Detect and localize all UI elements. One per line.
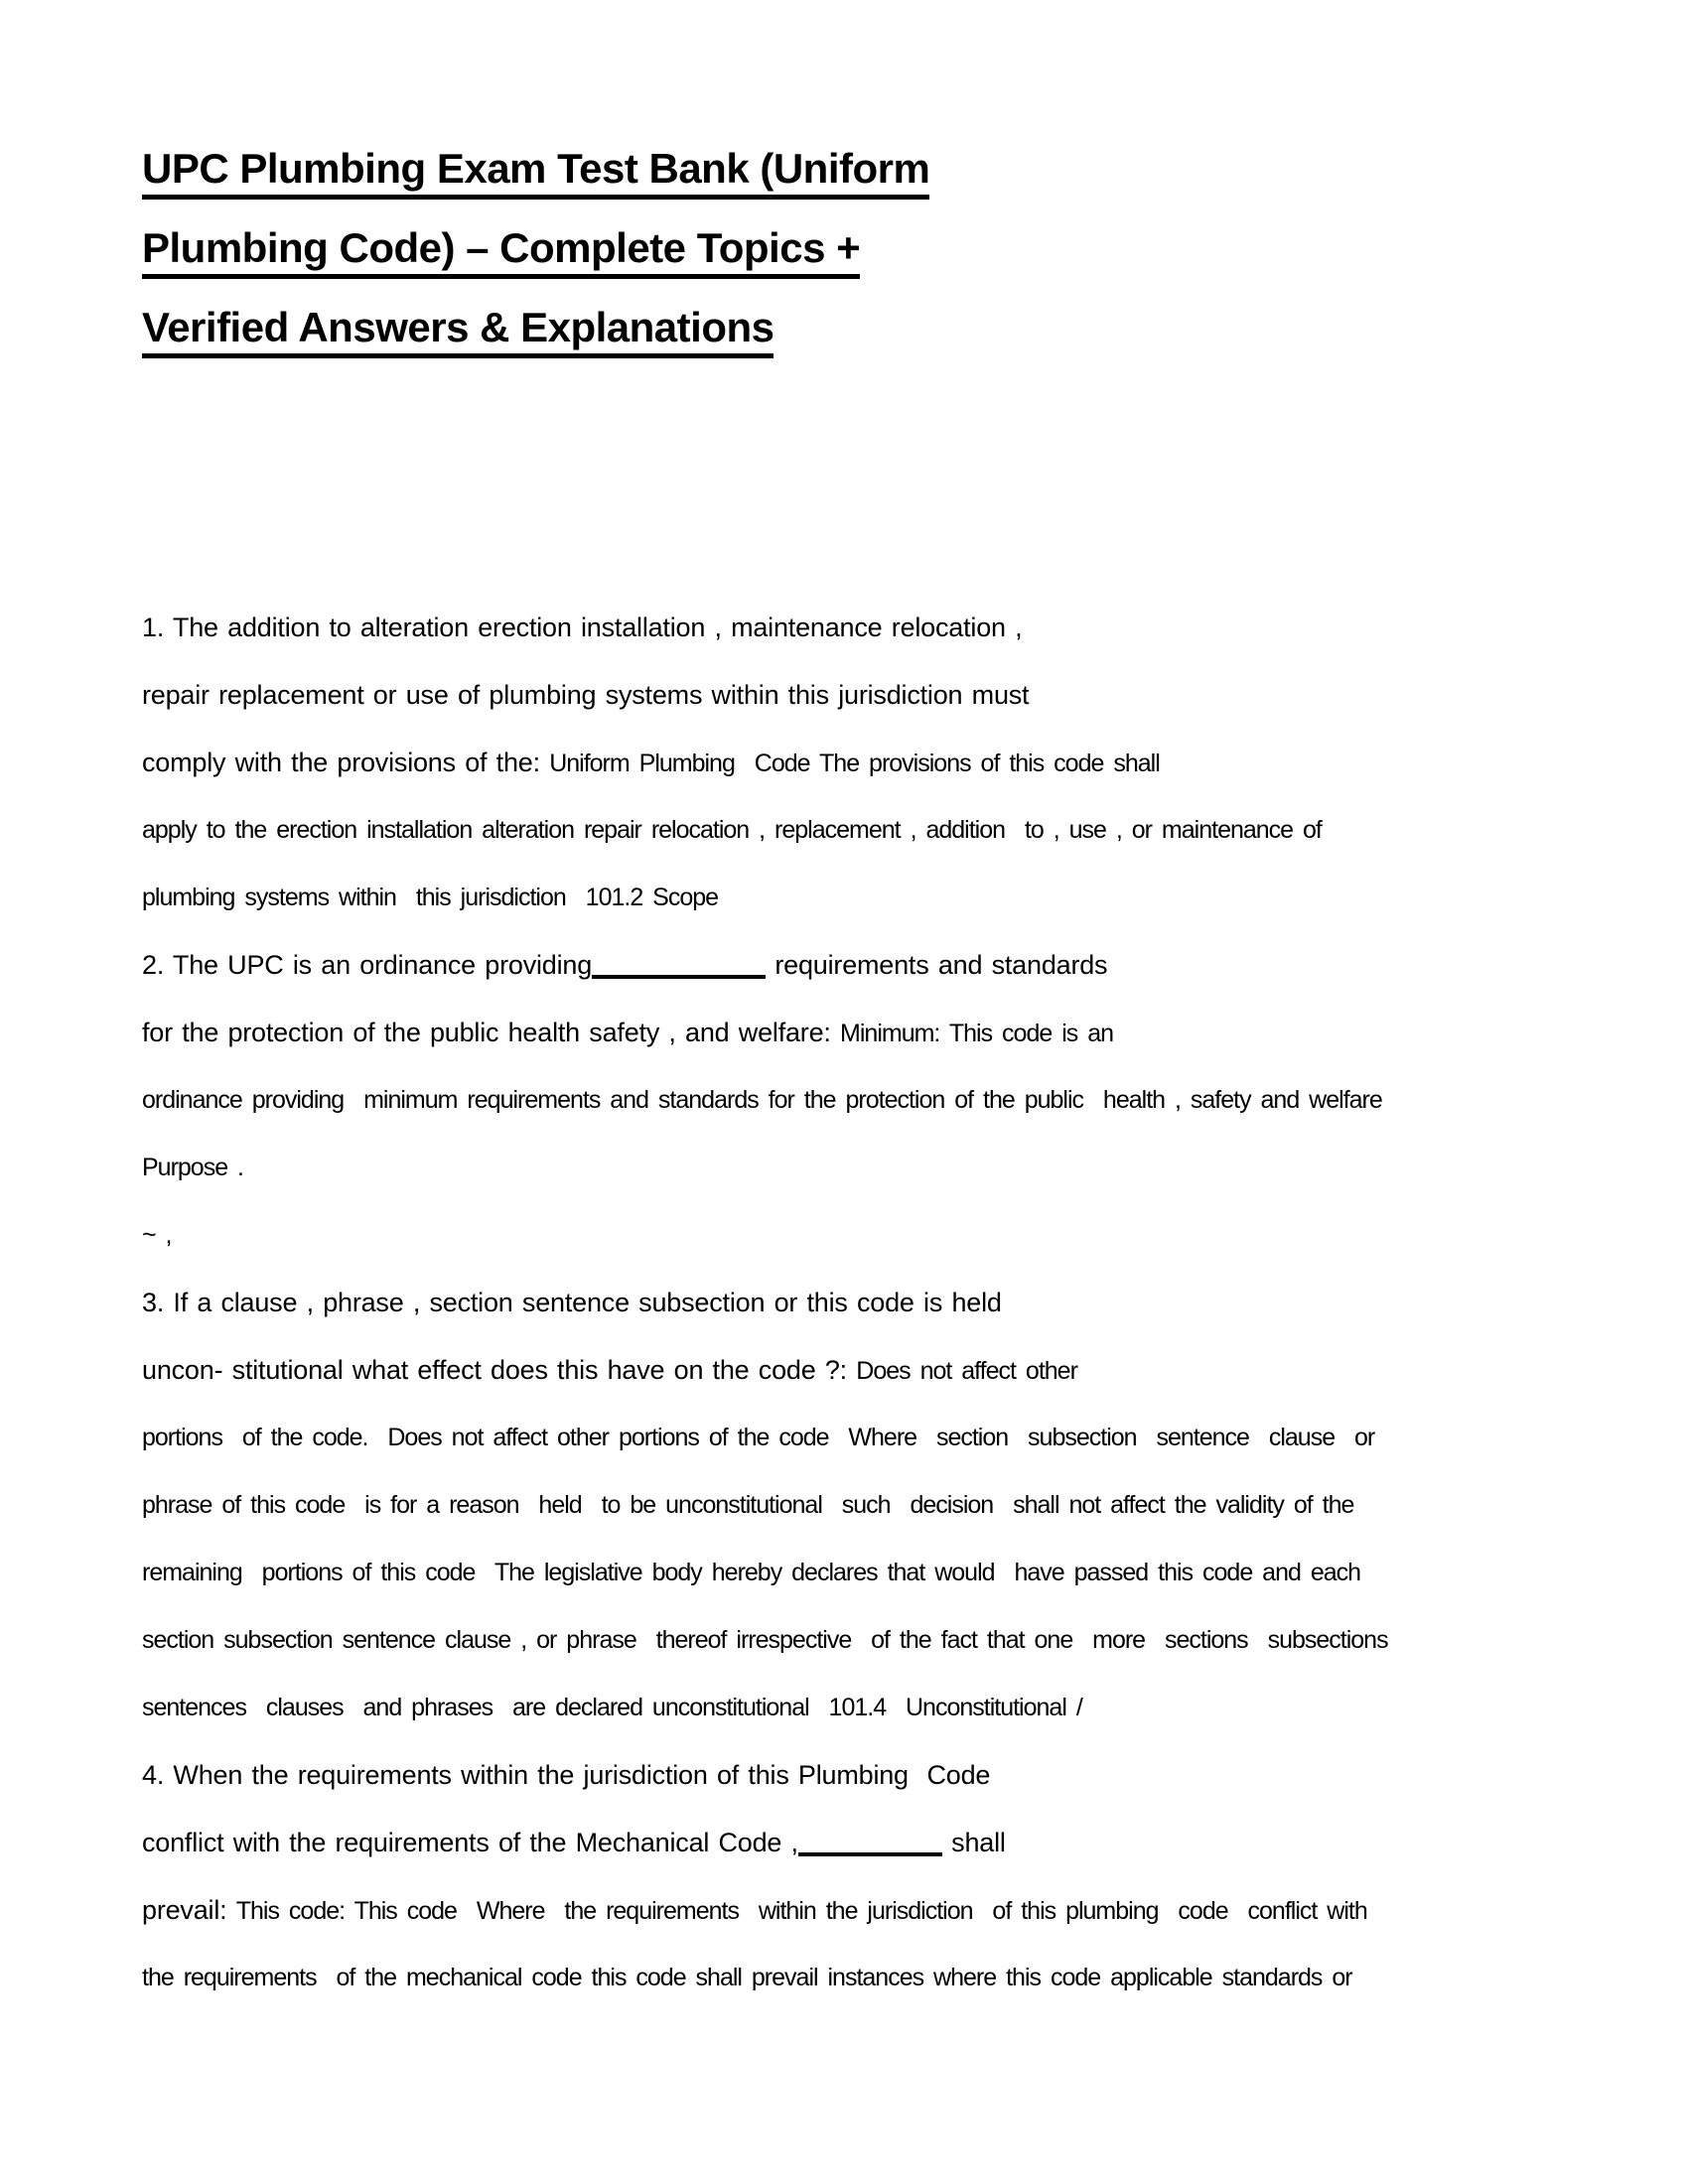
question-text: prevail: [142,1895,236,1925]
text-line [142,1606,1612,1674]
text-line [142,1741,1612,1809]
answer-text: Minimum: This code is an [840,1020,1114,1047]
answer-text: ordinance providing minimum requirements and standards for the protection of the public health , safety and welfare [142,1086,1382,1114]
answer-text: plumbing systems within this jurisdiction 101.2 Scope [142,884,719,911]
document-body [142,594,1612,2011]
document-title-text: Verified Answers & Explanations [142,304,774,358]
text-line [142,1066,1612,1134]
text-line [142,1134,1612,1201]
answer-text: apply to the erection installation alteration repair relocation , replacement , addition to , use , or maintenance of [142,816,1322,844]
document-content [142,145,1612,2011]
document-title [142,145,1612,383]
question-text: repair replacement or use of plumbing systems within this jurisdiction must [142,680,1030,710]
question-text: 2. The UPC is an ordinance providing [142,950,593,980]
question-text: 1. The addition to alteration erection installation , maintenance relocation , [142,613,1023,642]
fill-in-blank-line [798,1844,942,1856]
text-line [142,594,1612,661]
text-line [142,1336,1612,1404]
document-title-line [142,304,1612,383]
answer-text: section subsection sentence clause , or phrase thereof irrespective of the fact that one more sections subsections [142,1626,1388,1654]
text-line [142,1539,1612,1606]
text-line [142,1876,1612,1944]
answer-text: Uniform Plumbing Code The provisions of this code shall [549,750,1160,777]
answer-text: portions of the code. Does not affect other portions of the code Where section subsection sentence clause or [142,1424,1375,1451]
answer-text: ~ , [142,1221,172,1249]
question-text: comply with the provisions of the: [142,748,550,777]
fill-in-blank-line [592,967,766,979]
question-text: for the protection of the public health safety , and welfare: [142,1018,841,1047]
document-title-text: UPC Plumbing Exam Test Bank (Uniform [142,145,929,200]
answer-text: Does not affect other [856,1357,1077,1385]
text-line [142,796,1612,864]
text-line [142,1201,1612,1269]
answer-text: sentences clauses and phrases are declared unconstitutional 101.4 Unconstitutional / [142,1694,1082,1721]
text-line [142,864,1612,931]
document-title-text: Plumbing Code) – Complete Topics + [142,224,860,279]
answer-text: This code: This code Where the requirements within the jurisdiction of this plumbing code conflict with [235,1897,1367,1925]
question-text: requirements and standards [766,950,1108,980]
text-line [142,1471,1612,1539]
text-line [142,1404,1612,1471]
question-text: 4. When the requirements within the jurisdiction of this Plumbing Code [142,1760,991,1790]
text-line [142,729,1612,796]
answer-text: the requirements of the mechanical code this code shall prevail instances where this code applicable standards or [142,1964,1352,1991]
document-title-line [142,145,1612,224]
text-line [142,1944,1612,2011]
document-title-line [142,224,1612,304]
text-line [142,999,1612,1066]
text-line [142,931,1612,999]
question-text: shall [941,1828,1006,1857]
text-line [142,1809,1612,1876]
answer-text: Purpose . [142,1154,244,1181]
text-line [142,1269,1612,1336]
text-line [142,1674,1612,1741]
question-text: conflict with the requirements of the Mechanical Code , [142,1828,798,1857]
question-text: 3. If a clause , phrase , section sentence subsection or this code is held [142,1288,1002,1317]
answer-text: phrase of this code is for a reason held to be unconstitutional such decision shall not affect the validity of the [142,1491,1354,1519]
text-line [142,661,1612,729]
answer-text: remaining portions of this code The legislative body hereby declares that would have passed this code and each [142,1559,1361,1586]
question-text: uncon- stitutional what effect does this have on the code ?: [142,1355,857,1385]
